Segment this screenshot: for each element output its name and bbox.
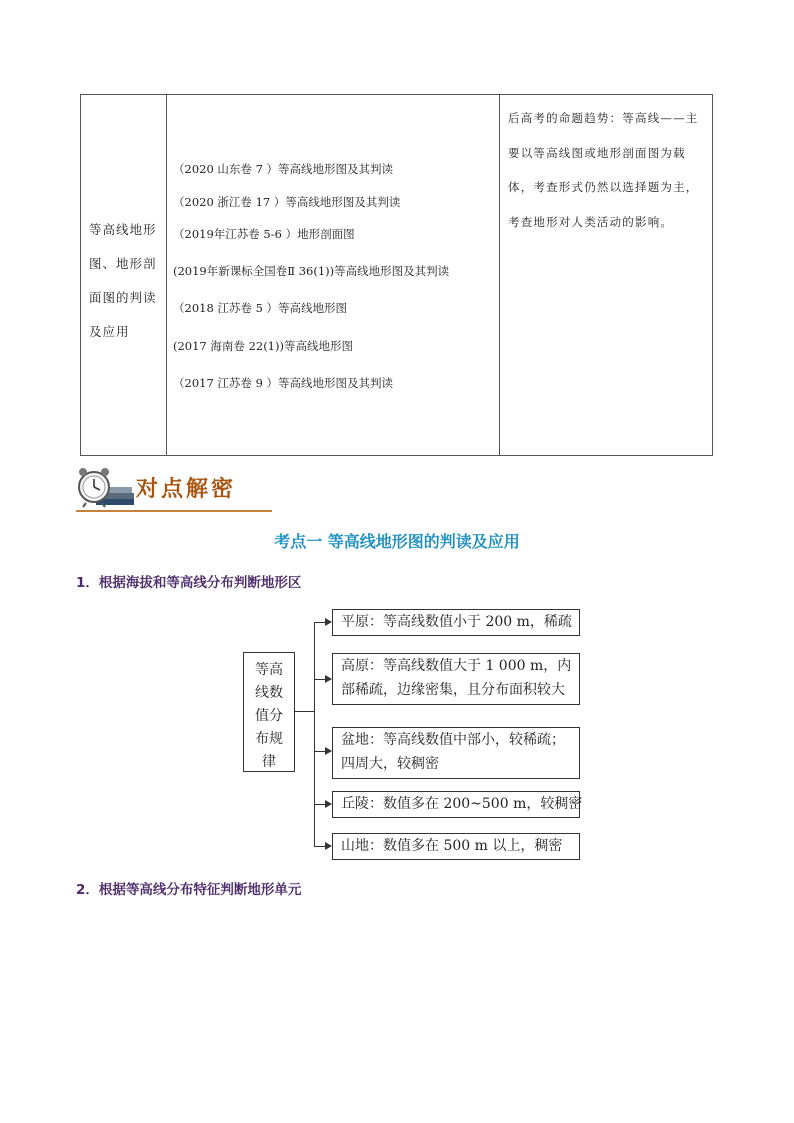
hill-box — [332, 791, 583, 818]
box-text: 山地：数值多在 500 m 以上，稠密 — [341, 838, 563, 854]
heading-2: 2．根据等高线分布特征判断地形单元 — [76, 882, 302, 898]
table-column-divider — [166, 95, 167, 455]
heading-1: 1．根据海拔和等高线分布判断地形区 — [76, 575, 302, 591]
table-column-divider — [499, 95, 500, 455]
box-text: 高原：等高线数值大于 1 000 m，内 — [341, 658, 572, 674]
center-line: 律 — [262, 754, 276, 770]
exam-table — [80, 94, 713, 456]
section-title: 对点解密 — [136, 477, 237, 502]
box-text: 丘陵：数值多在 200~500 m，较稠密 — [341, 796, 583, 812]
basin-box — [332, 727, 580, 779]
exam-item: （2017 江苏卷 9 ）等高线地形图及其判读 — [173, 376, 394, 390]
clock-books-icon — [76, 463, 136, 509]
center-line: 线数 — [255, 685, 283, 701]
exam-item: (2017 海南卷 22(1))等高线地形图 — [173, 339, 353, 353]
exam-item: （2020 浙江卷 17 ）等高线地形图及其判读 — [173, 195, 401, 209]
arrow-icon — [325, 842, 332, 850]
center-line: 布规 — [255, 731, 283, 747]
plain-box — [332, 609, 580, 636]
trend-cell: 后高考的命题趋势：等高线——主要以等高线图或地形剖面图为载体，考查形式仍然以选择题为主，考查地形对人类活动的影响。 — [508, 111, 699, 229]
kaodian-title: 考点一 等高线地形图的判读及应用 — [274, 532, 520, 551]
connector-line — [295, 711, 315, 712]
mountain-box — [332, 833, 580, 860]
diagram-center-box — [243, 652, 295, 772]
box-text: 盆地：等高线数值中部小，较稀疏； — [341, 732, 565, 748]
plateau-box — [332, 653, 580, 705]
center-line: 等高 — [255, 662, 283, 678]
connector-trunk — [314, 622, 315, 847]
arrow-icon — [325, 747, 332, 755]
section-underline — [76, 510, 272, 512]
exam-item: （2019年江苏卷 5-6 ）地形剖面图 — [173, 227, 355, 241]
box-text: 四周大，较稠密 — [341, 756, 439, 772]
arrow-icon — [325, 800, 332, 808]
exam-item: （2020 山东卷 7 ）等高线地形图及其判读 — [173, 162, 394, 176]
arrow-icon — [325, 618, 332, 626]
exam-item: （2018 江苏卷 5 ）等高线地形图 — [173, 301, 348, 315]
arrow-icon — [325, 675, 332, 683]
box-text: 平原：等高线数值小于 200 m，稀疏 — [341, 614, 572, 630]
exam-item: (2019年新课标全国卷Ⅱ 36(1))等高线地形图及其判读 — [173, 264, 450, 278]
topic-cell: 等高线地形图、地形剖面图的判读及应用 — [89, 222, 157, 339]
center-line: 值分 — [255, 708, 283, 724]
box-text: 部稀疏，边缘密集，且分布面积较大 — [341, 682, 565, 698]
